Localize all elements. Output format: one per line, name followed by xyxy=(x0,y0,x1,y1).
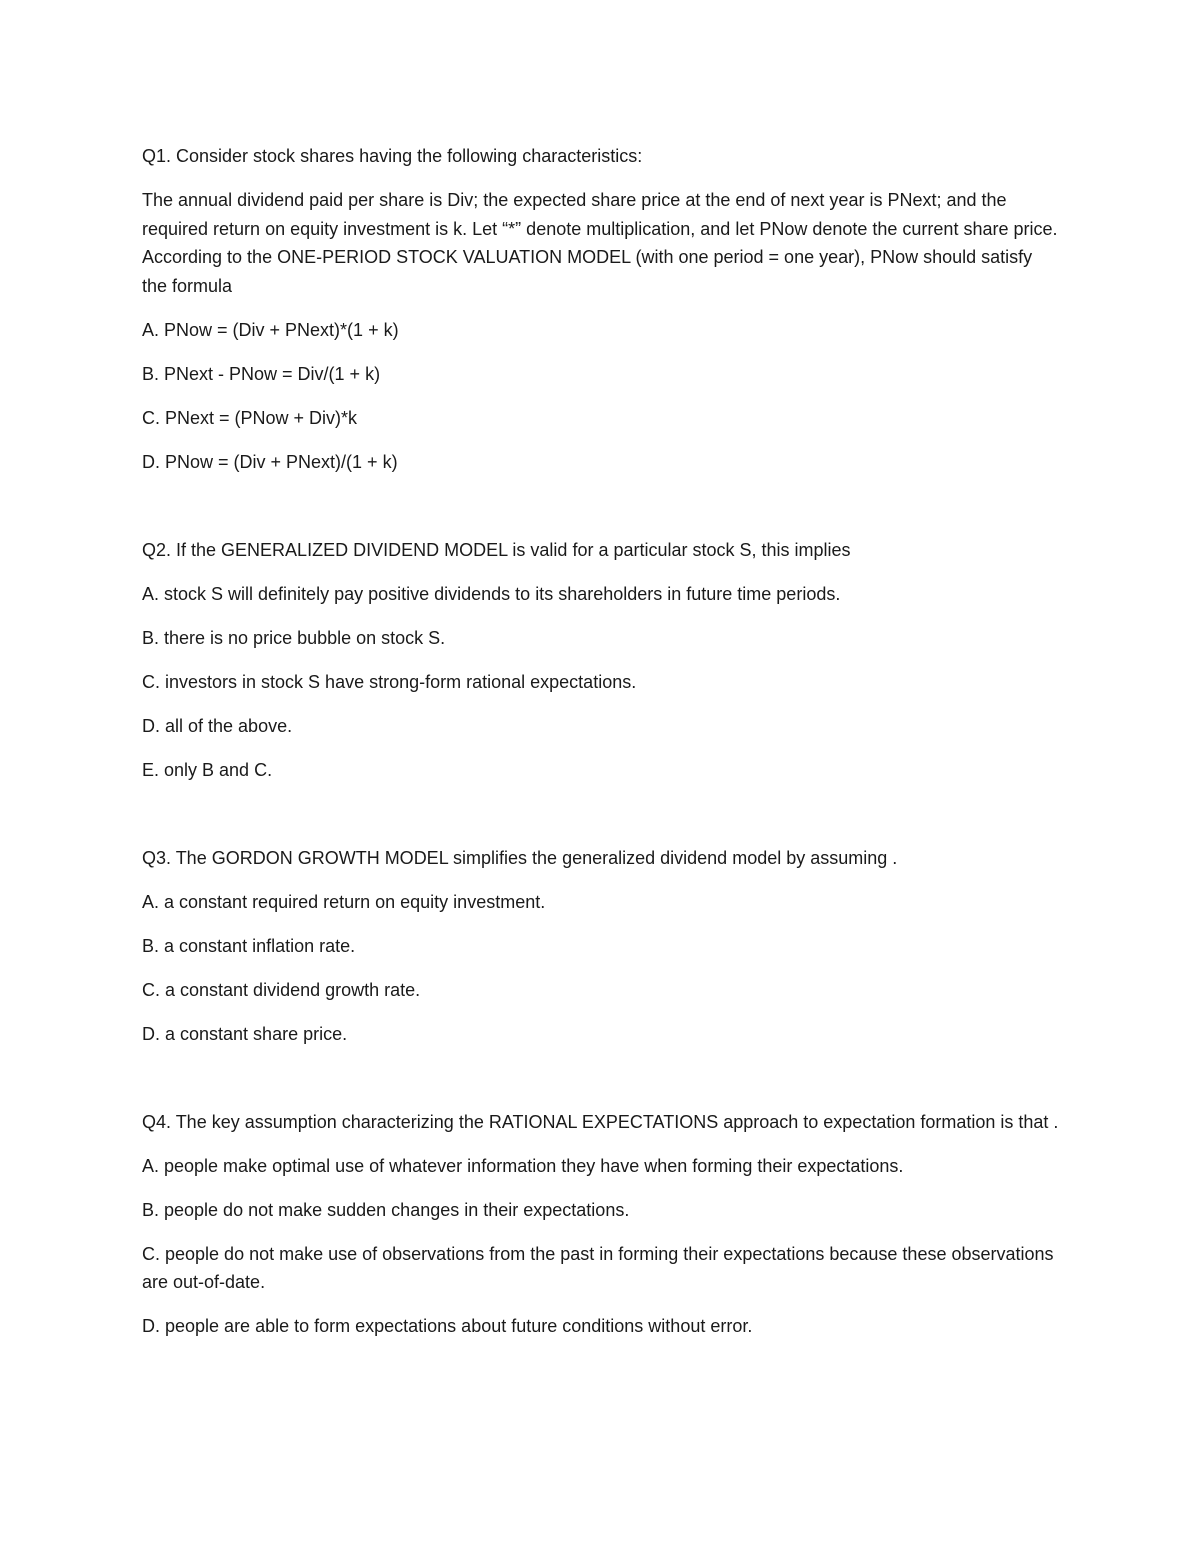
question-3-option-b: B. a constant inflation rate. xyxy=(142,935,356,956)
question-4 xyxy=(142,1108,1062,1341)
question-1-option-d: D. PNow = (Div + PNext)/(1 + k) xyxy=(142,451,398,472)
question-4-option-b: B. people do not make sudden changes in their expectations. xyxy=(142,1199,630,1220)
question-3-option-c: C. a constant dividend growth rate. xyxy=(142,979,421,1000)
question-2-prompt: Q2. If the GENERALIZED DIVIDEND MODEL is valid for a particular stock S, this implies xyxy=(142,539,851,560)
question-2-option-c: C. investors in stock S have strong-form rational expectations. xyxy=(142,671,637,692)
question-4-option-a: A. people make optimal use of whatever information they have when forming their expectations. xyxy=(142,1155,904,1176)
question-1-option-c: C. PNext = (PNow + Div)*k xyxy=(142,407,358,428)
question-1-option-b: B. PNext - PNow = Div/(1 + k) xyxy=(142,363,381,384)
question-3-prompt: Q3. The GORDON GROWTH MODEL simplifies the generalized dividend model by assuming . xyxy=(142,847,898,868)
question-3 xyxy=(142,844,1062,1049)
question-2-option-e: E. only B and C. xyxy=(142,759,273,780)
question-3-option-d: D. a constant share price. xyxy=(142,1023,348,1044)
question-2-option-d: D. all of the above. xyxy=(142,715,293,736)
question-4-option-d: D. people are able to form expectations about future conditions without error. xyxy=(142,1316,753,1336)
question-2-option-b: B. there is no price bubble on stock S. xyxy=(142,627,446,648)
spacer xyxy=(142,800,1062,844)
question-4-option-c: C. people do not make use of observations from the past in forming their expectations because these observations are out-of-date. xyxy=(142,1243,1054,1292)
spacer xyxy=(142,1064,1062,1108)
document-body xyxy=(142,142,1062,1356)
question-1-option-a: A. PNow = (Div + PNext)*(1 + k) xyxy=(142,319,399,340)
question-3-option-a: A. a constant required return on equity investment. xyxy=(142,891,546,912)
question-1 xyxy=(142,142,1062,476)
question-4-prompt: Q4. The key assumption characterizing the RATIONAL EXPECTATIONS approach to expectation formation is that . xyxy=(142,1111,1059,1132)
question-2 xyxy=(142,536,1062,785)
question-2-option-a: A. stock S will definitely pay positive dividends to its shareholders in future time periods. xyxy=(142,583,841,604)
spacer xyxy=(142,492,1062,536)
question-1-prompt: Q1. Consider stock shares having the following characteristics: xyxy=(142,146,643,166)
question-1-detail: The annual dividend paid per share is Div; the expected share price at the end of next year is PNext; and the required return on equity investment is k. Let “*” denote multiplication, and let PNow denote the current share price. According to the ONE-PERIOD STOCK VALUATION MODEL (with one period = one year), PNow should satisfy the formula xyxy=(142,190,1058,296)
